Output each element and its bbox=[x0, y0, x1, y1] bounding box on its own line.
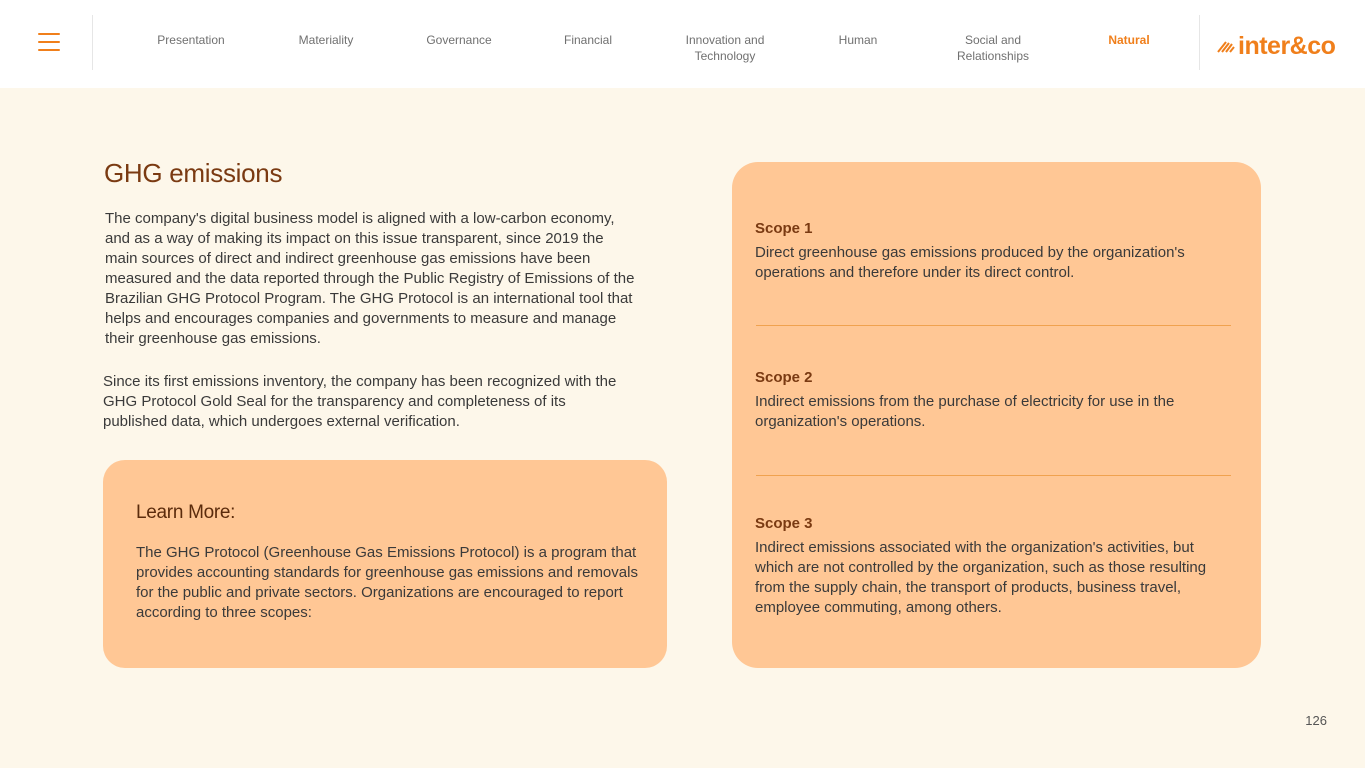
scope-description: Indirect emissions from the purchase of electricity for use in the organization's operations. bbox=[755, 393, 1175, 430]
inter-co-logo[interactable] bbox=[1217, 33, 1335, 59]
nav-item-innovation-technology[interactable]: Innovation and Technology bbox=[685, 33, 765, 63]
learn-more-card bbox=[103, 460, 667, 668]
nav-divider-right bbox=[1199, 15, 1200, 70]
scope-divider bbox=[756, 325, 1231, 326]
logo-mark-icon bbox=[1217, 39, 1235, 53]
hamburger-icon bbox=[38, 33, 60, 35]
gold-seal-paragraph: Since its first emissions inventory, the company has been recognized with the GHG Protocol Gold Seal for the transparency and completeness of its published data, which undergoes external verification. bbox=[103, 373, 617, 430]
scope-item bbox=[755, 514, 1235, 618]
nav-item-human[interactable]: Human bbox=[838, 33, 878, 47]
hamburger-icon bbox=[38, 49, 60, 51]
nav-item-financial[interactable]: Financial bbox=[563, 33, 613, 47]
hamburger-menu-button[interactable] bbox=[28, 26, 70, 58]
learn-more-title: Learn More: bbox=[136, 502, 236, 523]
logo-text: inter&co bbox=[1238, 32, 1336, 60]
nav-item-natural[interactable]: Natural bbox=[1108, 33, 1150, 47]
scope-item bbox=[755, 219, 1235, 283]
scope-title: Scope 1 bbox=[755, 220, 813, 237]
section-nav bbox=[122, 0, 1182, 88]
page-title: GHG emissions bbox=[104, 158, 283, 188]
nav-item-presentation[interactable]: Presentation bbox=[157, 33, 225, 47]
scope-title: Scope 3 bbox=[755, 515, 813, 532]
top-navigation-bar bbox=[0, 0, 1365, 88]
learn-more-text: The GHG Protocol (Greenhouse Gas Emissions Protocol) is a program that provides accounting standards for greenhouse gas emissions and removals for the public and private sectors. Organizations are encouraged to report according to three scopes: bbox=[136, 544, 638, 621]
scope-title: Scope 2 bbox=[755, 369, 813, 386]
scope-item bbox=[755, 368, 1235, 432]
nav-item-materiality[interactable]: Materiality bbox=[298, 33, 354, 47]
scope-description: Direct greenhouse gas emissions produced by the organization's operations and therefore under its direct control. bbox=[755, 244, 1185, 281]
intro-paragraph: The company's digital business model is aligned with a low-carbon economy, and as a way of making its impact on this issue transparent, since 2019 the main sources of direct and indirect greenhouse gas emissions have been measured and the data reported through the Public Registry of Emissions of the Brazilian GHG Protocol Program. The GHG Protocol is an international tool that helps and encourages companies and governments to measure and manage their greenhouse gas emissions. bbox=[105, 210, 635, 347]
scope-description: Indirect emissions associated with the organization's activities, but which are not controlled by the organization, such as those resulting from the supply chain, the transport of products, business travel, employee commuting, among others. bbox=[755, 539, 1207, 616]
scopes-card bbox=[732, 162, 1261, 668]
nav-item-social-relationships[interactable]: Social and Relationships bbox=[956, 33, 1030, 63]
nav-item-governance[interactable]: Governance bbox=[426, 33, 492, 47]
hamburger-icon bbox=[38, 41, 60, 43]
scope-divider bbox=[756, 475, 1231, 476]
nav-divider-left bbox=[92, 15, 93, 70]
page-number: 126 bbox=[1305, 713, 1327, 728]
